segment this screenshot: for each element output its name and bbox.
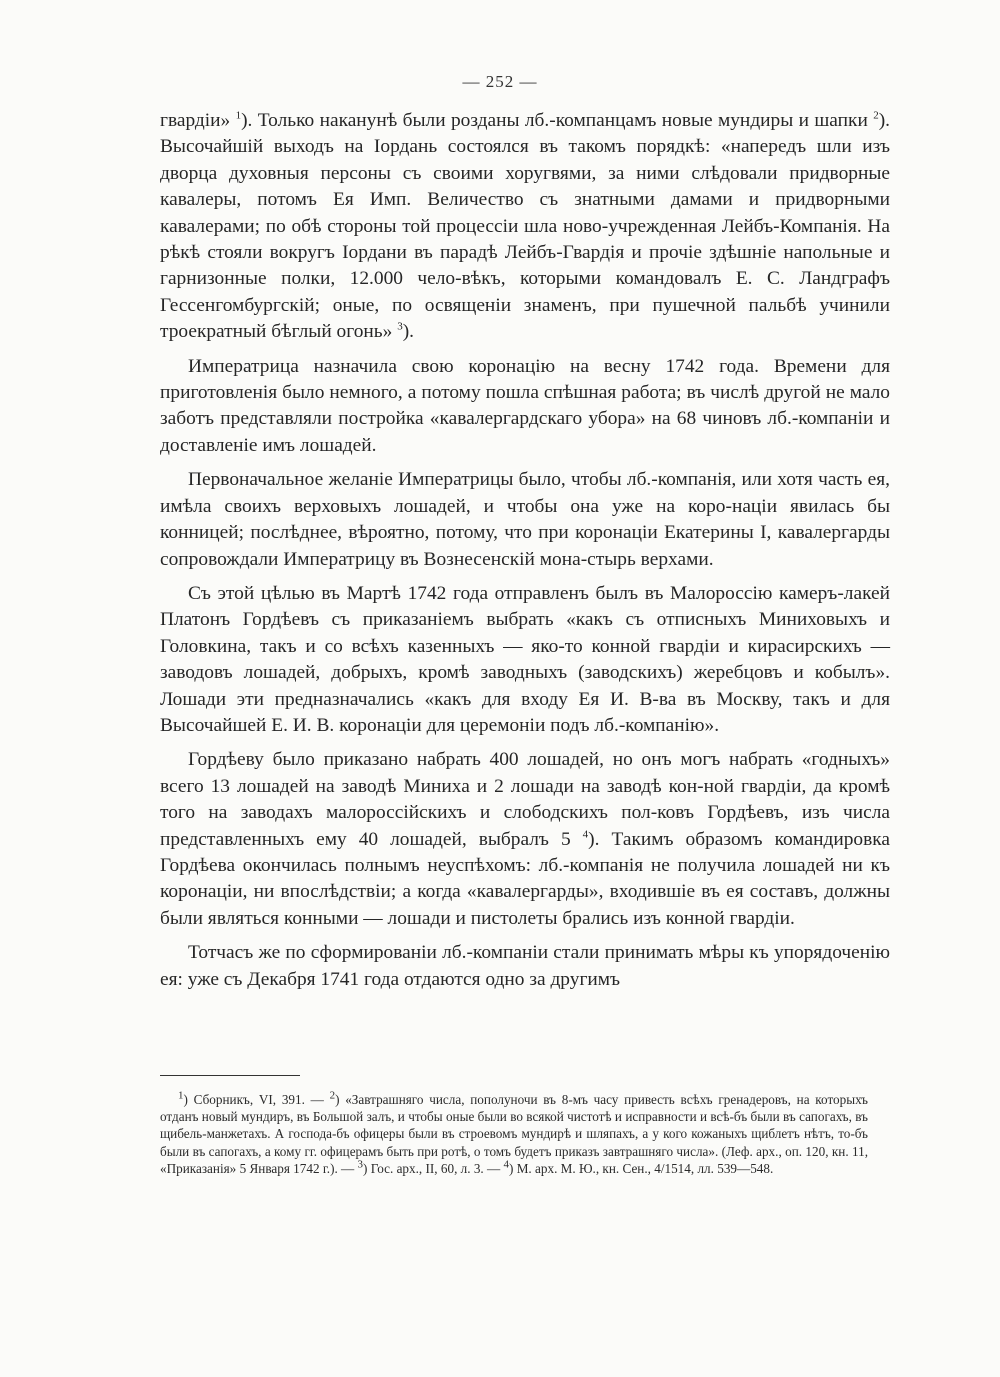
footnote-marker: 1 [178, 1089, 184, 1102]
text-run: ) М. арх. М. Ю., кн. Сен., 4/1514, лл. 539—548. [509, 1160, 774, 1176]
footnote-marker: 2 [873, 109, 879, 122]
page-number: — 252 — [462, 72, 538, 91]
text-run: Первоначальное желаніе Императрицы было, чтобы лб.-компанія, или хотя часть ея, имѣла своихъ верховыхъ лошадей, и чтобы она уже на коро-націи явилась бы конницей; послѣднее, вѣроятно, потому, что при коронаціи Екатерины І, кавалергарды сопровождали Императрицу въ Вознесенскій мона-стырь верхами. [160, 469, 890, 570]
paragraph [160, 940, 890, 993]
text-run: ) Сборникъ, VI, 391. — [183, 1092, 330, 1107]
footnote-marker: 4 [582, 828, 589, 841]
paragraph [160, 108, 890, 346]
footnotes [160, 1091, 868, 1177]
body-text [160, 108, 890, 1001]
footnote-divider [160, 1075, 300, 1076]
text-run: Съ этой цѣлью въ Мартѣ 1742 года отправленъ былъ въ Малороссію камеръ-лакей Платонъ Гордѣевъ съ приказаніемъ выбрать «какъ съ отписныхъ Миниховыхъ и Головкина, такъ и со всѣхъ казенныхъ — яко-то конной гвардіи и кирасирскихъ — заводовъ лошадей, добрыхъ, кромѣ заводныхъ (заводскихъ) жеребцовъ и кобылъ». Лошади эти предназначались «какъ для входу Ея И. В-ва въ Москву, такъ и для Высочайшей Е. И. В. коронаціи для церемоніи подъ лб.-компанію». [160, 582, 890, 736]
text-run: Гордѣеву было приказано набрать 400 лошадей, но онъ могъ набрать «годныхъ» всего 13 лошадей на заводѣ Миниха и 2 лошади на заводѣ кон-ной гвардіи, да кромѣ того на заводахъ малороссійскихъ и слободскихъ пол-ковъ Гордѣевъ, изъ числа представленныхъ ему 40 лошадей, выбралъ 5 [160, 749, 890, 850]
footnote-marker: 3 [357, 1158, 364, 1171]
paragraph [160, 581, 890, 739]
footnote-marker: 3 [397, 320, 403, 333]
footnote-text [160, 1091, 868, 1177]
text-run: ) «Завтрашняго числа, пополуночи въ 8-мъ часу привесть всѣхъ гренадеровъ, на которыхъ отданъ новый мундиръ, въ Большой залъ, и чтобы оные были во всякой чистотѣ и исправности и всѣ-бъ были въ сапогахъ, въ щибель-манжетахъ. А господа-бъ офицеры были въ строевомъ мундирѣ и шляпахъ, а у кого кожаныхъ щиблетъ нѣтъ, то-бъ были въ сапогахъ, а кому гг. офицерамъ быть при ротѣ, о томъ будетъ приказъ завтрашняго числа». (Леф. арх., оп. 120, кн. 11, «Приказанія» 5 Января 1742 г.). — [160, 1092, 868, 1176]
paragraph [160, 747, 890, 932]
paragraph [160, 467, 890, 573]
text-run: ). Высочайшій выходъ на Іордань состоялся въ такомъ порядкѣ: «напередъ шли изъ дворца духовныя персоны съ своими хоругвями, за ними слѣдовали придворные кавалеры, потомъ Ея Имп. Величество съ знатными дамами и придворными кавалерами; по обѣ стороны той процессіи шла ново-учрежденная Лейбъ-Компанія. На рѣкѣ стояли вокругъ Іордани въ парадѣ Лейбъ-Гвардія и прочіе здѣшніе напольные и гарнизонные полки, 12.000 чело-вѣкъ, которыми командовалъ Е. С. Ландграфъ Гессенгомбургскій; оныe, по освященіи знаменъ, при пушечной пальбѣ учинили троекратный бѣглый огонь» [160, 110, 890, 343]
text-run: ) Гос. арх., II, 60, л. 3. — [363, 1160, 504, 1176]
footnote-marker: 1 [235, 109, 242, 122]
text-run: ). [402, 321, 414, 343]
text-run: Императрица назначила свою коронацію на весну 1742 года. Времени для приготовленія было немного, а потому пошла спѣшная работа; въ числѣ другой не мало заботъ представляли постройка «кавалергардскаго убора» на 68 чиновъ лб.-компаніи и доставленіе имъ лошадей. [160, 355, 890, 456]
text-run: гвардіи» [160, 110, 236, 131]
paragraph [160, 354, 890, 460]
footnote-marker: 4 [503, 1158, 510, 1171]
text-run: ). Такимъ образомъ командировка Гордѣева окончилась полнымъ неуспѣхомъ: лб.-компанія не получила лошадей ни къ коронаціи, ни впослѣдствіи; а когда «кавалергарды», входившіе въ ея составъ, должны были являться конными — лошади и пистолеты брались изъ конной гвардіи. [160, 828, 890, 929]
text-run: Тотчасъ же по сформированіи лб.-компаніи стали принимать мѣры къ упорядоченію ея: уже съ Декабря 1741 года отдаются одно за другимъ [160, 942, 890, 990]
footnote-marker: 2 [329, 1089, 336, 1102]
text-run: ). Только наканунѣ были розданы лб.-компанцамъ новые мундиры и шапки [241, 110, 874, 131]
